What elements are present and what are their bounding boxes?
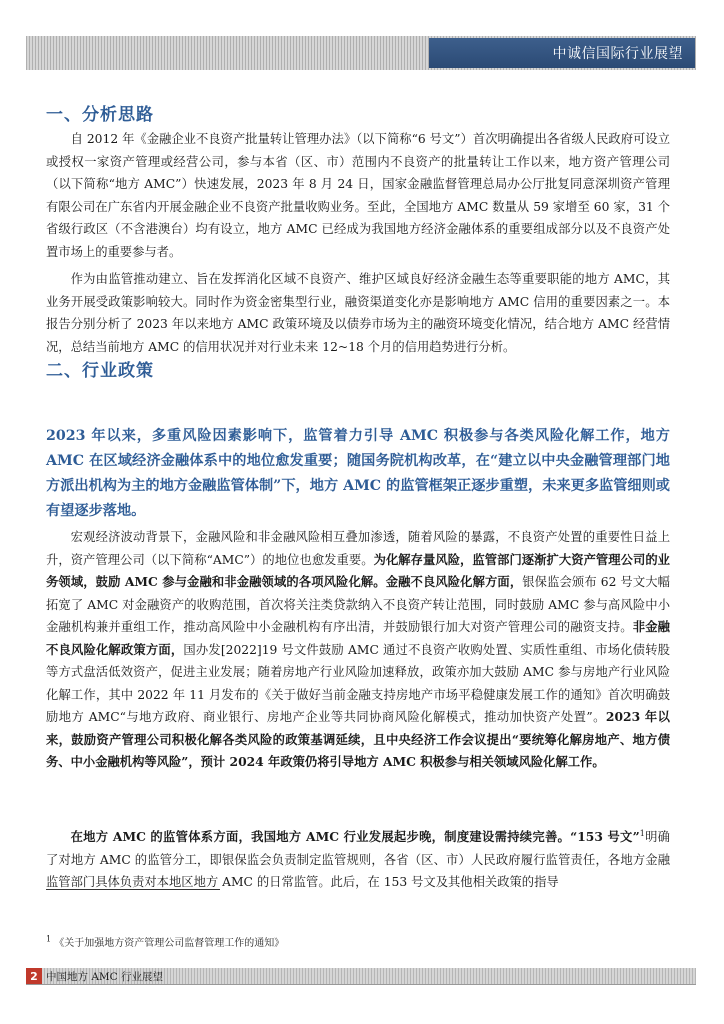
section-heading-analysis: 一、分析思路 — [46, 105, 154, 125]
p3-bold-2: 金融不良风险化解方面， — [385, 574, 523, 589]
header-title-box — [429, 38, 695, 68]
paragraph-1: 自 2012 年《金融企业不良资产批量转让管理办法》（以下简称“6 号文”）首次明确提出各省级人民政府可设立或授权一家资产管理或经营公司，参与本省（区、市）范围内不良资产的批量转让工作以来，地方资产管理公司（以下简称“地方 AMC”）快速发展，2023 年 8 月 24 日，国家金融监督管理总局办公厅批复同意深圳资产管理有限公司在广东省内开展金融企业不良资产批量收购业务。至此，全国地方 AMC 数量从 59 家增至 60 家，31 个省级行政区（不含港澳台）均有设立，地方 AMC 已经成为我国地方经济金融体系的重要组成部分以及不良资产处置市场上的重要参与者。 — [46, 132, 670, 259]
p4-text-1: 明确了对地方 AMC 的监管分工，即银保监会负责制定监管规则，各省（区、市）人民政府履行监管责任，各地方金融监管部门具体负责对本地区地方 AMC 的日常监管。此后，在 153 号文及其他相关政策的指导 — [46, 830, 670, 889]
footnote-mark: 1 — [46, 934, 52, 944]
paragraph-2: 作为由监管推动建立、旨在发挥消化区域不良资产、维护区域良好经济金融生态等重要职能的地方 AMC，其业务开展受政策影响较大。同时作为资金密集型行业，融资渠道变化亦是影响地方 AMC 信用的重要因素之一。本报告分别分析了 2023 年以来地方 AMC 政策环境及以债券市场为主的融资环境变化情况，结合地方 AMC 经营情况，总结当前地方 AMC 的信用状况并对行业未来 12~18 个月的信用趋势进行分析。 — [46, 272, 670, 354]
footnote-ref[interactable]: 1 — [639, 828, 645, 838]
footnote-divider — [46, 889, 220, 890]
page-number: 2 — [26, 968, 42, 984]
p3-text-1: 宏观经济波动背景下，金融风险和非金融风险相互叠加渗透，随着风险的暴露，不良资产处置的重要性日益上升，资产管理公司（以下简称“AMC”）的地位也愈发重要。 — [46, 530, 670, 567]
p3-text-2: 银保监会颁布 62 号文大幅拓宽了 AMC 对金融资产的收购范围，首次将关注类贷款纳入不良资产转让范围，同时鼓励 AMC 参与高风险中小金融机构兼并重组工作，推动高风险中小金融机构有序出清，并鼓励银行加大对资产管理公司的融资支持。 — [46, 575, 670, 634]
footer-label: 中国地方 AMC 行业展望 — [46, 971, 164, 983]
footnote — [46, 934, 284, 949]
p3-text-3: 国办发[2022]19 号文件鼓励 AMC 通过不良资产收购处置、实质性重组、市场化债转股等方式盘活低效资产，促进主业发展；随着房地产行业风险加速释放，政策亦加大鼓励 AMC 参与房地产行业风险化解工作，其中 2022 年 11 月发布的《关于做好当前金融支持房地产市场平稳健康发展工作的通知》首次明确鼓励地方 AMC“与地方政府、商业银行、房地产企业等共同协商风险化解模式，推动加快资产处置”。 — [46, 642, 670, 724]
p4-bold-1: 在地方 AMC 的监管体系方面，我国地方 AMC 行业发展起步晚，制度建设需持续完善。 — [70, 829, 571, 844]
footnote-text: 《关于加强地方资产管理公司监督管理工作的通知》 — [54, 938, 285, 949]
header-title: 中诚信国际行业展望 — [552, 46, 683, 62]
p3-bold-4: 2023 年以来，鼓励资产管理公司积极化解各类风险的政策基调延续，且中央经济工作会议提出“要统筹化解房地产、地方债务、中小金融机构等风险”，预计 2024 年政策仍将引导地方 AMC 积极参与相关领域风险化解工作。 — [46, 709, 670, 769]
paragraph-3 — [46, 526, 670, 774]
policy-lead-summary: 2023 年以来，多重风险因素影响下，监管着力引导 AMC 积极参与各类风险化解工作，地方 AMC 在区域经济金融体系中的地位愈发重要；随国务院机构改革，在“建立以中央金融管理部门地方派出机构为主的地方金融监管体制”下，地方 AMC 的监管框架正逐步重塑，未来更多监管细则或有望逐步落地。 — [46, 428, 670, 519]
p3-bold-3: 非金融不良风险化解政策方面， — [46, 619, 670, 657]
section-heading-policy: 二、行业政策 — [46, 361, 154, 381]
p3-bold-1: 为化解存量风险，监管部门逐渐扩大资产管理公司的业务领域，鼓励 AMC 参与金融和非金融领域的各项风险化解。 — [46, 551, 670, 589]
paragraph-4 — [46, 826, 670, 894]
p4-bold-2: “153 号文” — [570, 829, 640, 844]
